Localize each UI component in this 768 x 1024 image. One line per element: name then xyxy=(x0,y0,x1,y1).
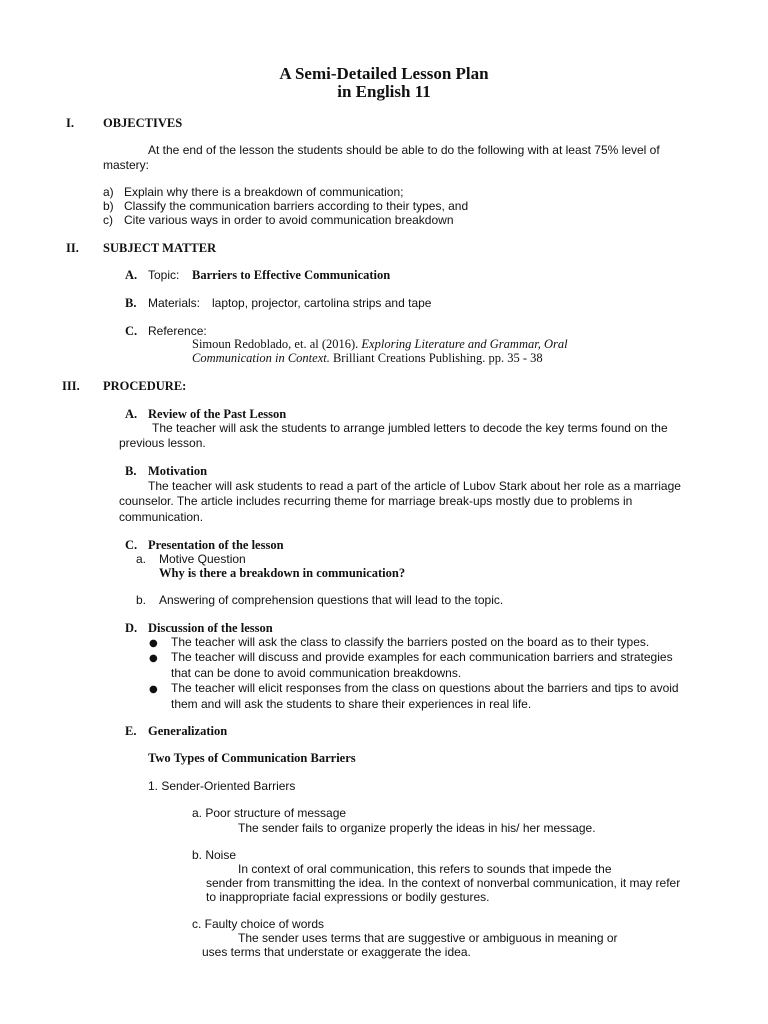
presentation-letter: C. xyxy=(125,538,138,552)
discussion-letter: D. xyxy=(125,621,138,635)
discussion-bullet-item xyxy=(149,635,649,651)
section-heading-procedure: PROCEDURE: xyxy=(103,379,187,393)
materials-label: Materials: xyxy=(148,296,201,310)
reference-authors: Simoun Redoblado, et. al (2016). xyxy=(192,337,359,351)
presentation-b-text: Answering of comprehension questions that will lead to the topic. xyxy=(159,593,504,607)
presentation-heading: Presentation of the lesson xyxy=(148,538,284,552)
reference-book-title: Exploring Literature and Grammar, Oral xyxy=(361,337,568,351)
document-title-line1: A Semi-Detailed Lesson Plan xyxy=(279,64,489,83)
objective-item: Cite various ways in order to avoid communication breakdown xyxy=(124,213,454,227)
objective-letter: c) xyxy=(103,213,113,227)
discussion-bullet-text-cont: them and will ask the students to share their experiences in real life. xyxy=(171,697,532,711)
barrier-poor-structure-desc: The sender fails to organize properly the ideas in his/ her message. xyxy=(238,821,596,835)
motivation-letter: B. xyxy=(125,464,137,478)
bullet-icon: ● xyxy=(149,638,158,649)
discussion-bullet-text: The teacher will discuss and provide examples for each communication barriers and strategies xyxy=(171,650,673,664)
motive-question: Why is there a breakdown in communication? xyxy=(159,566,406,580)
presentation-a-text: Motive Question xyxy=(159,552,246,566)
bullet-icon: ● xyxy=(149,684,158,695)
reference-label: Reference: xyxy=(148,324,207,338)
section-number-subject-matter: II. xyxy=(66,241,79,255)
motivation-line2: counselor. The article includes recurring theme for marriage break-ups mostly due to problems in xyxy=(119,494,633,508)
barrier-faulty-words-label: c. Faulty choice of words xyxy=(192,917,325,931)
objective-letter: a) xyxy=(103,185,114,199)
presentation-b-letter: b. xyxy=(136,593,147,607)
topic-letter: A. xyxy=(125,268,138,282)
objectives-intro-line1: At the end of the lesson the students should be able to do the following with at least 75% level of xyxy=(148,143,660,157)
discussion-bullet-item xyxy=(149,650,673,666)
motivation-line3: communication. xyxy=(119,510,204,524)
barrier-poor-structure-label: a. Poor structure of message xyxy=(192,806,347,820)
reference-letter: C. xyxy=(125,324,138,338)
bullet-icon: ● xyxy=(149,653,158,664)
discussion-bullet-text: The teacher will ask the class to classify the barriers posted on the board as to their types. xyxy=(171,635,650,649)
section-number-objectives: I. xyxy=(66,116,74,130)
review-line2: previous lesson. xyxy=(119,436,206,450)
materials-letter: B. xyxy=(125,296,137,310)
reference-line1 xyxy=(192,337,568,352)
section-heading-subject-matter: SUBJECT MATTER xyxy=(103,241,217,255)
presentation-a-letter: a. xyxy=(136,552,147,566)
barrier-faulty-words-desc-line2: uses terms that understate or exaggerate the idea. xyxy=(202,945,471,959)
objective-letter: b) xyxy=(103,199,114,213)
barrier-noise-desc-line2: sender from transmitting the idea. In the context of nonverbal communication, it may refer xyxy=(206,876,681,890)
document-title-line2: in English 11 xyxy=(337,82,431,101)
barrier-group-sender: 1. Sender-Oriented Barriers xyxy=(148,779,296,793)
section-number-procedure: III. xyxy=(62,379,80,393)
motivation-line1: The teacher will ask students to read a part of the article of Lubov Stark about her role as a marriage xyxy=(148,479,681,493)
topic-label: Topic: xyxy=(148,268,180,282)
topic-value: Barriers to Effective Communication xyxy=(192,268,391,282)
reference-line2 xyxy=(192,351,543,366)
reference-publisher: Brilliant Creations Publishing. pp. 35 - 38 xyxy=(332,351,543,365)
discussion-bullet-text-cont: that can be done to avoid communication breakdowns. xyxy=(171,666,462,680)
generalization-letter: E. xyxy=(125,724,137,738)
reference-book-title-cont: Communication in Context. xyxy=(192,351,330,365)
section-heading-objectives: OBJECTIVES xyxy=(103,116,183,130)
discussion-heading: Discussion of the lesson xyxy=(148,621,273,635)
barrier-noise-desc-line1: In context of oral communication, this refers to sounds that impede the xyxy=(238,862,612,876)
motivation-heading: Motivation xyxy=(148,464,208,478)
objective-item: Explain why there is a breakdown of communication; xyxy=(124,185,404,199)
discussion-bullet-text: The teacher will elicit responses from the class on questions about the barriers and tips to avoid xyxy=(171,681,679,695)
discussion-bullet-item xyxy=(149,681,679,697)
generalization-subheading: Two Types of Communication Barriers xyxy=(148,751,356,765)
generalization-heading: Generalization xyxy=(148,724,228,738)
objectives-intro-line2: mastery: xyxy=(103,158,150,172)
materials-value: laptop, projector, cartolina strips and tape xyxy=(212,296,432,310)
review-line1: The teacher will ask the students to arrange jumbled letters to decode the key terms found on the xyxy=(152,421,668,435)
barrier-noise-desc-line3: to inappropriate facial expressions or bodily gestures. xyxy=(206,890,490,904)
barrier-noise-label: b. Noise xyxy=(192,848,237,862)
barrier-faulty-words-desc-line1: The sender uses terms that are suggestive or ambiguous in meaning or xyxy=(238,931,618,945)
review-letter: A. xyxy=(125,407,138,421)
review-heading: Review of the Past Lesson xyxy=(148,407,287,421)
objective-item: Classify the communication barriers according to their types, and xyxy=(124,199,469,213)
